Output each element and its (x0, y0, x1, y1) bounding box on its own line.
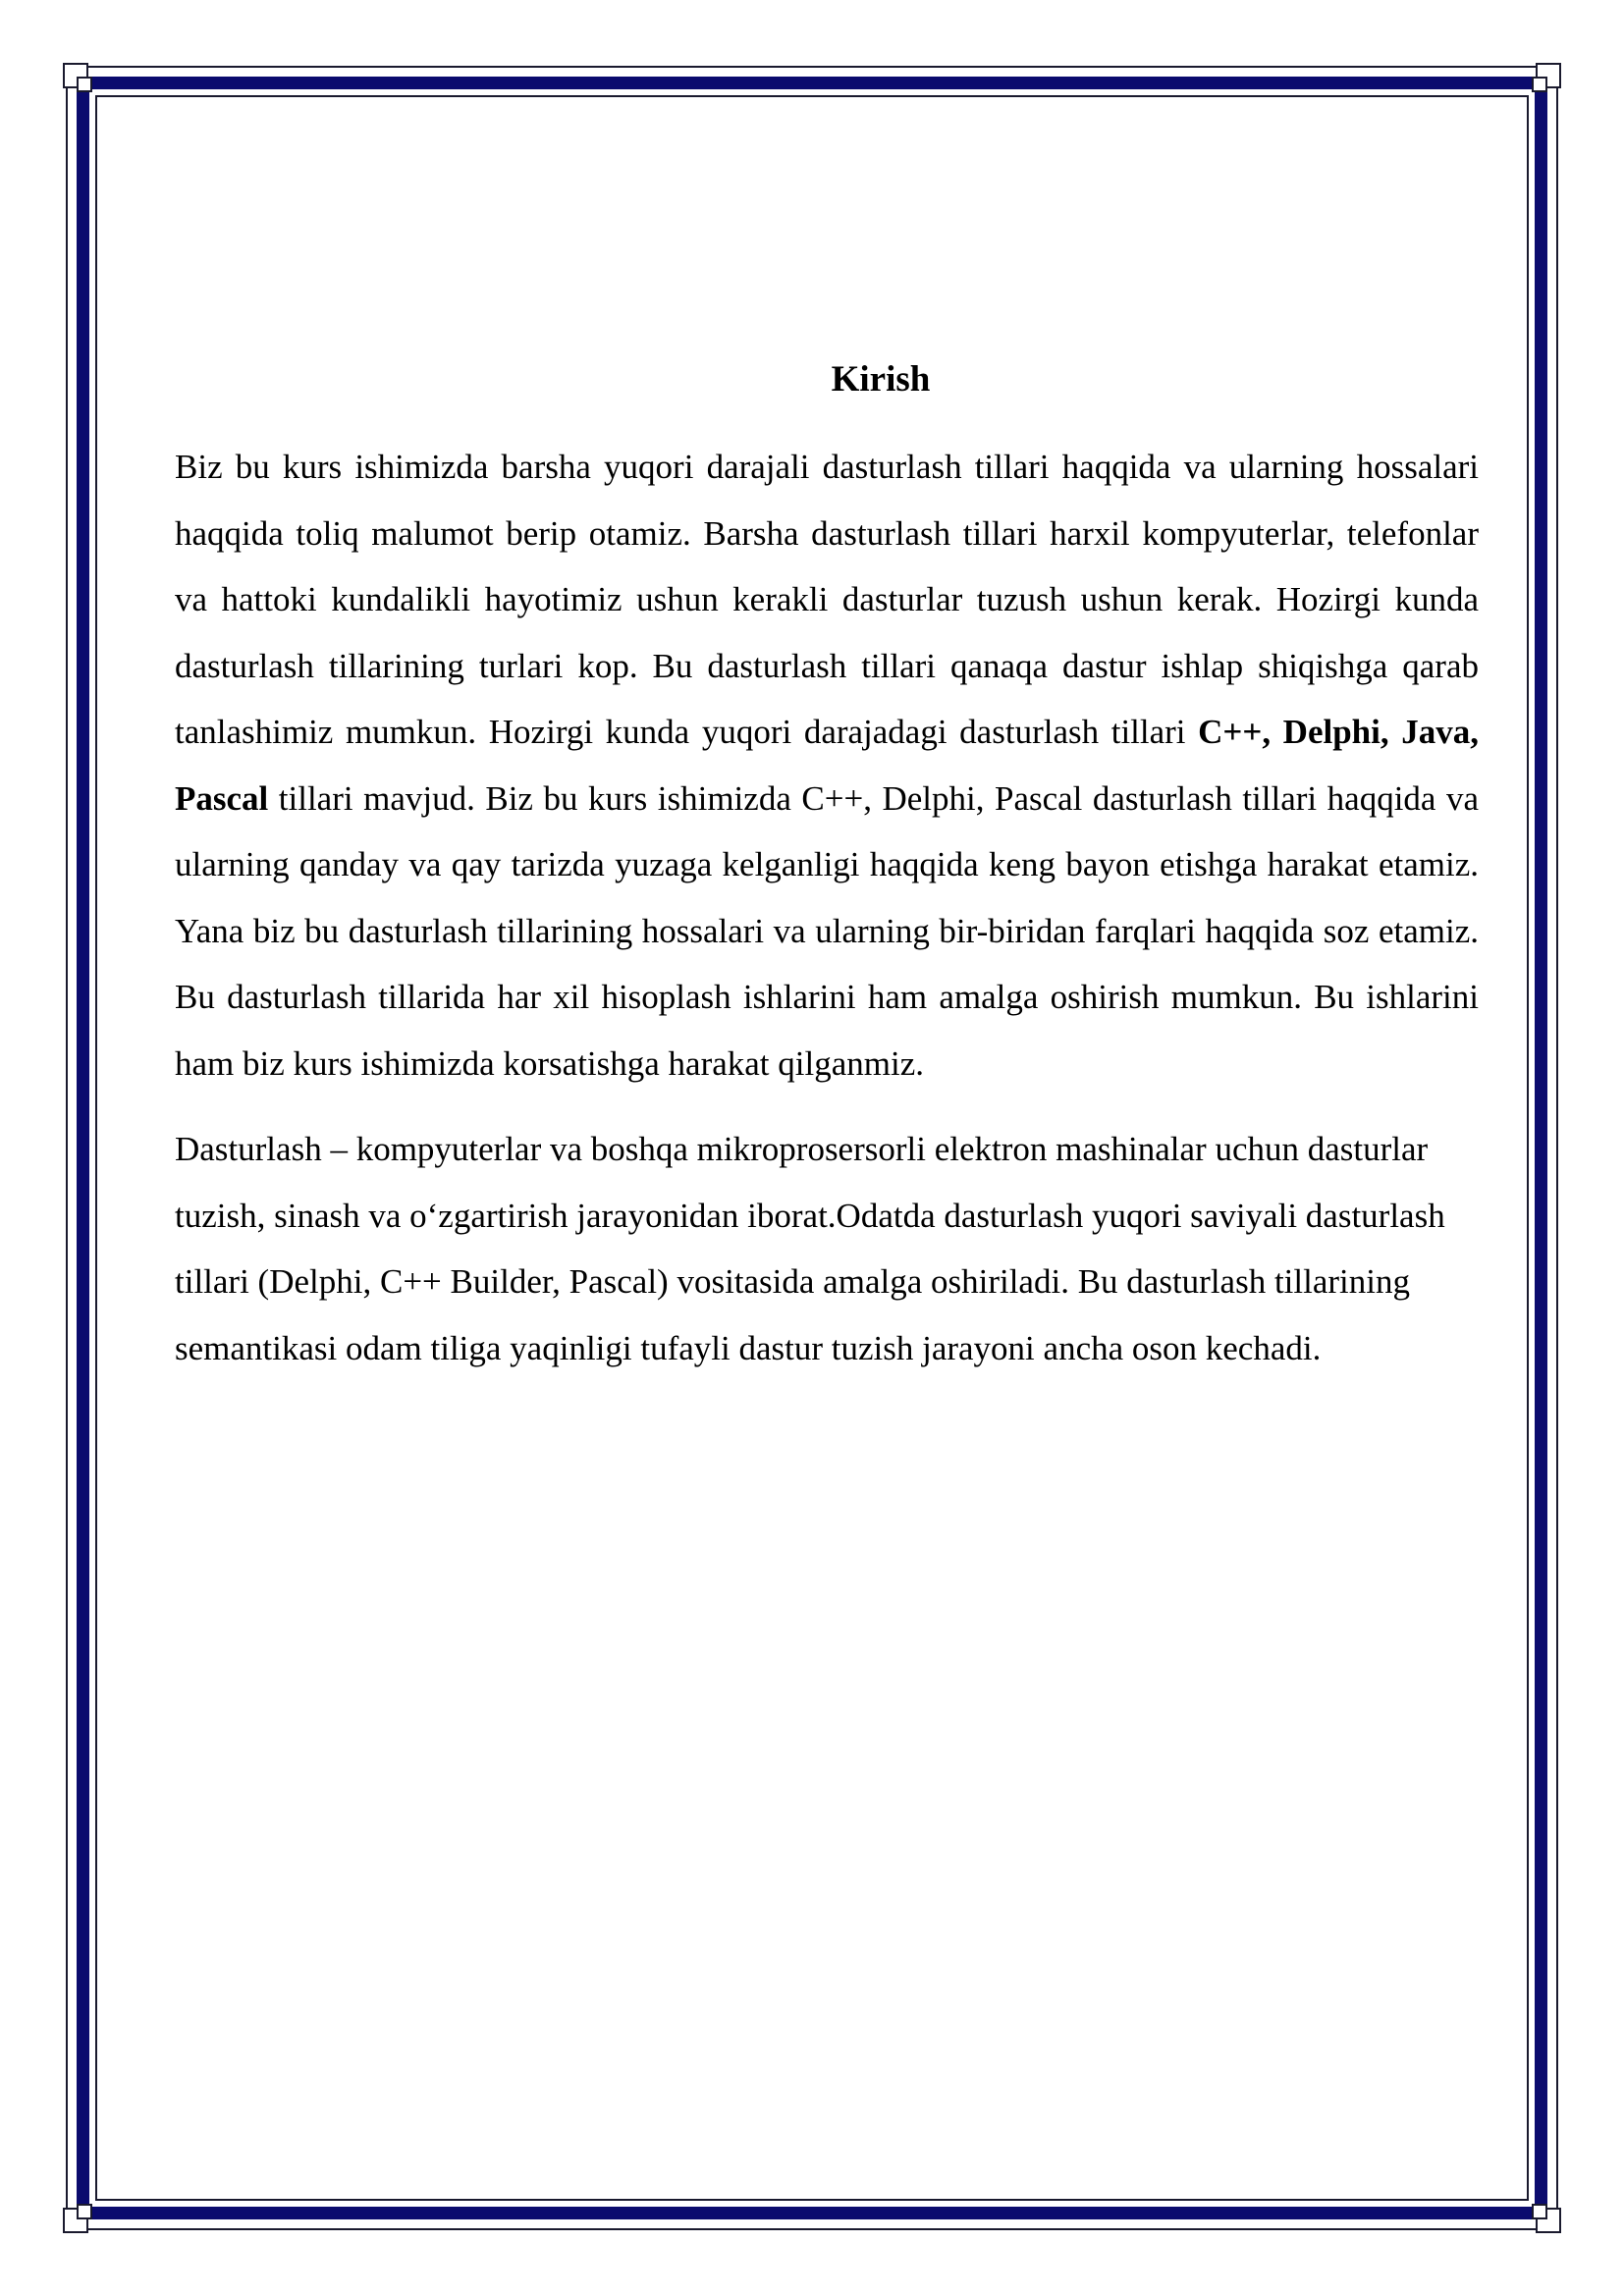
intro-text-end: tillari mavjud. Biz bu kurs ishimizda C++, Delphi, Pascal dasturlash tillari haqqida va ularning qanday va qay tarizda yuzaga kelganligi haqqida keng bayon etishga harakat etamiz. Yana biz bu dasturlash tillarining hossalari va ularning bir-biridan farqlari haqqida soz etamiz. Bu dasturlash tillarida har xil hisoplash ishlarini ham amalga oshirish mumkun. Bu ishlarini ham biz kurs ishimizda korsatishga harakat qilganmiz. (175, 778, 1479, 1083)
corner-ornament-bottom-right (1522, 2194, 1561, 2233)
intro-paragraph (175, 434, 1479, 1096)
intro-text-start: Biz bu kurs ishimizda barsha yuqori darajali dasturlash tillari haqqida va ularning hossalari haqqida toliq malumot berip otamiz. Barsha dasturlash tillari harxil kompyuterlar, telefonlar va hattoki kundalikli hayotimiz ushun kerakli dasturlar tuzush ushun kerak. Hozirgi kunda dasturlash tillarining turlari kop. Bu dasturlash tillari qanaqa dastur ishlap shiqishga qarab tanlashimiz mumkun. Hozirgi kunda yuqori darajadagi dasturlash tillari (175, 448, 1479, 751)
section-title: Kirish (831, 359, 931, 400)
definition-paragraph: Dasturlash – kompyuterlar va boshqa mikroprosersorli elektron mashinalar uchun dasturlar tuzish, sinash va o‘zgartirish jarayonidan iborat.Odatda dasturlash yuqori saviyali dasturlash tillari (Delphi, C++ Builder, Pascal) vositasida amalga oshiriladi. Bu dasturlash tillarining semantikasi odam tiliga yaqinligi tufayli dastur tuzish jarayoni ancha oson kechadi. (175, 1130, 1445, 1367)
corner-ornament-bottom-left (63, 2194, 102, 2233)
languages-bold-text: C++, Delphi, Java, Pascal (175, 713, 1479, 818)
corner-ornament-top-left (63, 63, 102, 102)
corner-ornament-top-right (1522, 63, 1561, 102)
document-content (175, 358, 1479, 1381)
